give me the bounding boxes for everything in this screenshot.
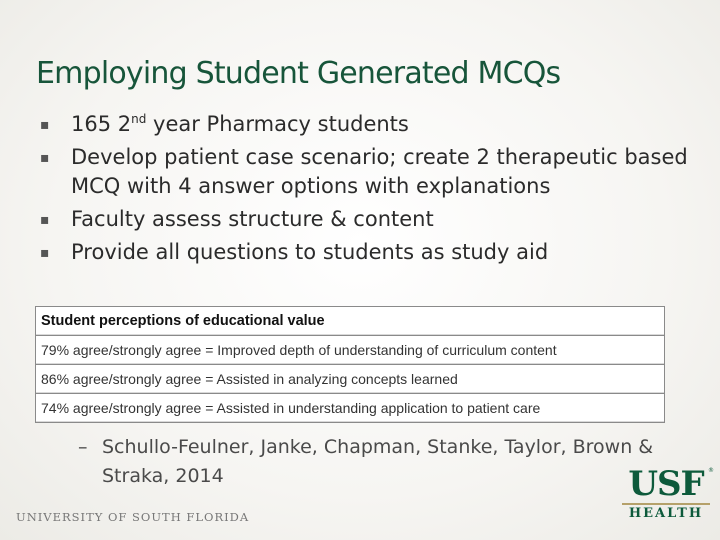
bullet-text-suffix: year Pharmacy students	[146, 112, 409, 136]
bullet-item	[40, 110, 700, 139]
citation-line-2: Straka, 2014	[102, 465, 224, 487]
table-header-cell: Student perceptions of educational value	[36, 307, 665, 336]
bullet-item	[40, 238, 700, 267]
bullet-list	[40, 110, 700, 271]
usf-health-logo	[622, 464, 714, 523]
bullet-text-prefix: 165 2	[71, 112, 132, 136]
bullet-text: Develop patient case scenario; create 2 therapeutic based MCQ with 4 answer options with explanations	[71, 145, 688, 198]
bullet-text: Provide all questions to students as study aid	[71, 240, 549, 264]
citation-text-1: Schullo-Feulner, Janke, Chapman, Stanke, Taylor, Brown &	[102, 436, 654, 458]
table-row	[36, 365, 665, 394]
table-cell: 79% agree/strongly agree = Improved depth of understanding of curriculum content	[36, 336, 665, 365]
table-cell: 74% agree/strongly agree = Assisted in understanding application to patient care	[36, 394, 665, 423]
logo-main-text: USF	[628, 464, 704, 504]
table-header-row	[36, 307, 665, 336]
square-bullet-icon: ▪	[40, 117, 50, 133]
citation	[78, 433, 678, 491]
dash-icon: –	[78, 436, 88, 458]
table-cell: 86% agree/strongly agree = Assisted in analyzing concepts learned	[36, 365, 665, 394]
slide-title: Employing Student Generated MCQs	[36, 56, 561, 91]
perceptions-table	[35, 306, 665, 423]
table-row	[36, 336, 665, 365]
bullet-item	[40, 143, 700, 201]
citation-line-1	[78, 433, 678, 462]
table-row	[36, 394, 665, 423]
square-bullet-icon: ▪	[40, 212, 50, 228]
university-wordmark: UNIVERSITY OF SOUTH FLORIDA	[16, 510, 250, 524]
trademark-icon: ®	[708, 467, 714, 474]
square-bullet-icon: ▪	[40, 245, 50, 261]
bullet-text-sup: nd	[131, 112, 147, 126]
square-bullet-icon: ▪	[40, 150, 50, 166]
bullet-text: Faculty assess structure & content	[71, 207, 434, 231]
bullet-item	[40, 205, 700, 234]
logo-sub-text: HEALTH	[622, 503, 710, 521]
